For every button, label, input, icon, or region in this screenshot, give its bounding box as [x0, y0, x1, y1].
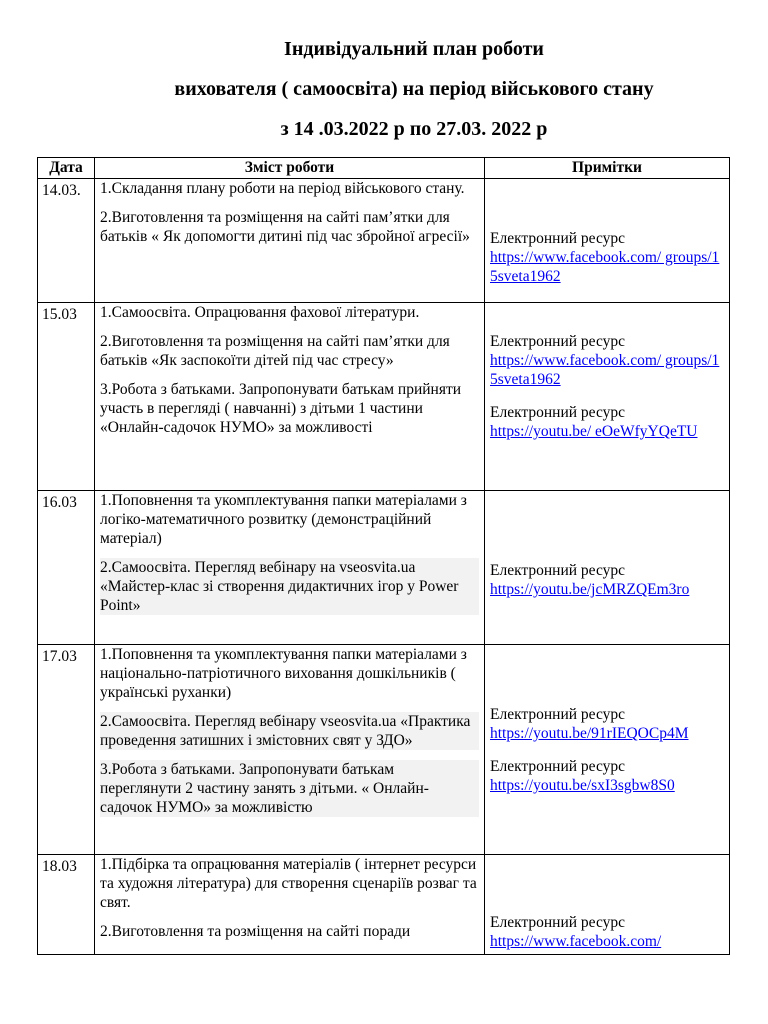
task-item: 2.Виготовлення та розміщення на сайті пам’ятки для батьків « Як допомогти дитині під час збройної агресії» [100, 209, 470, 245]
task-item: 1.Поповнення та укомплектування папки матеріалами з логіко-математичного розвитку (демонстраційний матеріал) [100, 492, 467, 547]
row-date: 16.03 [38, 491, 95, 645]
row-date: 15.03 [38, 303, 95, 491]
resource-label: Електронний ресурс [490, 562, 625, 579]
resource-link[interactable]: https://youtu.be/sxI3sgbw8S0 [490, 777, 675, 794]
doc-title-line-2: вихователя ( самоосвіта) на період військового стану [174, 78, 654, 100]
column-header-content: Зміст роботи [95, 158, 485, 179]
resource-link[interactable]: https://youtu.be/jcMRZQEm3ro [490, 581, 690, 598]
row-content [95, 179, 485, 303]
table-row [38, 491, 730, 645]
task-item: 2.Виготовлення та розміщення на сайті поради [100, 923, 411, 940]
task-item: 1.Складання плану роботи на період військового стану. [100, 180, 465, 197]
task-item: 1.Підбірка та опрацювання матеріалів ( інтернет ресурси та художня література) для створення сценаріїв розваг та свят. [100, 856, 477, 911]
table-row [38, 855, 730, 955]
resource-link[interactable]: https://www.facebook.com/ groups/15sveta1962 [490, 249, 720, 285]
resource-label: Електронний ресурс [490, 230, 625, 247]
column-header-date: Дата [38, 158, 95, 179]
row-notes [485, 179, 730, 303]
task-item: 2.Виготовлення та розміщення на сайті пам’ятки для батьків «Як заспокоїти дітей під час стресу» [100, 333, 450, 369]
resource-label: Електронний ресурс [490, 404, 625, 421]
resource-label: Електронний ресурс [490, 914, 625, 931]
task-item: 2.Самоосвіта. Перегляд вебінару vseosvita.ua «Практика проведення затишних і змістовних свят у ЗДО» [100, 712, 479, 750]
row-content [95, 303, 485, 491]
resource-label: Електронний ресурс [490, 333, 625, 350]
row-content [95, 855, 485, 955]
task-item: 2.Самоосвіта. Перегляд вебінару на vseosvita.ua «Майстер-клас зі створення дидактичних ігор у Power Point» [100, 558, 479, 615]
doc-title-line-1: Індивідуальний план роботи [284, 38, 544, 60]
row-notes [485, 491, 730, 645]
resource-label: Електронний ресурс [490, 706, 625, 723]
table-row [38, 645, 730, 855]
table-header-row [38, 158, 730, 179]
row-content [95, 645, 485, 855]
task-item: 1.Поповнення та укомплектування папки матеріалами з національно-патріотичного виховання дошкільників ( українські руханки) [100, 646, 467, 701]
plan-table [37, 157, 730, 955]
row-notes [485, 855, 730, 955]
column-header-notes: Примітки [485, 158, 730, 179]
row-content [95, 491, 485, 645]
table-row [38, 179, 730, 303]
row-date: 14.03. [38, 179, 95, 303]
resource-label: Електронний ресурс [490, 758, 625, 775]
table-row [38, 303, 730, 491]
row-notes [485, 645, 730, 855]
row-date: 18.03 [38, 855, 95, 955]
task-item: 1.Самоосвіта. Опрацювання фахової літератури. [100, 304, 420, 321]
doc-title-line-3: з 14 .03.2022 р по 27.03. 2022 р [280, 118, 548, 140]
resource-link[interactable]: https://www.facebook.com/ groups/15sveta1962 [490, 352, 720, 388]
resource-link[interactable]: https://youtu.be/ eOeWfyYQeTU [490, 423, 698, 440]
row-date: 17.03 [38, 645, 95, 855]
task-item: 3.Робота з батьками. Запропонувати батькам прийняти участь в перегляді ( навчанні) з дітьми 1 частини «Онлайн-садочок НУМО» за можливості [100, 381, 462, 436]
resource-link[interactable]: https://youtu.be/91rIEQOCp4M [490, 725, 689, 742]
resource-link[interactable]: https://www.facebook.com/ [490, 933, 662, 950]
row-notes [485, 303, 730, 491]
task-item: 3.Робота з батьками. Запропонувати батькам переглянути 2 частину занять з дітьми. « Онлайн-садочок НУМО» за можливістю [100, 760, 479, 817]
